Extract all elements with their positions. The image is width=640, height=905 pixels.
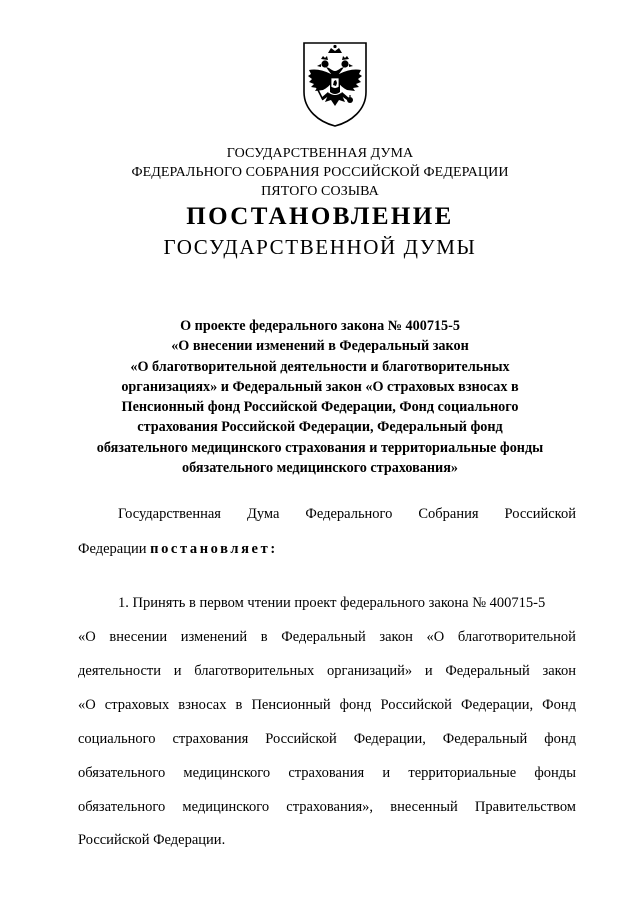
org-line-duma: ГОСУДАРСТВЕННАЯ ДУМА [226,146,414,161]
word: медицинского [183,765,271,781]
word: внесении [109,629,168,645]
title-line: «О внесении изменений в Федеральный закон [171,338,469,355]
word: Российской [265,731,337,747]
word: в [235,697,243,713]
org-line-convocation: ПЯТОГО СОЗЫВА [261,184,379,199]
word: социального [78,731,156,747]
word: обязательного [78,765,166,781]
word: обязательного [78,799,166,815]
preamble-line-2 [78,541,576,558]
word: страховых [104,697,170,713]
word: внесенный [390,799,458,815]
word: закон [379,629,413,645]
word: страхования [288,765,365,781]
item-line [78,662,576,680]
word: Федерации, [353,731,426,747]
title-line: страхования Российской Федерации, Федеральный фонд [137,419,503,436]
word: территориальные [408,765,517,781]
word: фонд [339,697,372,713]
word: «О [426,629,445,645]
document-issuer-heading: ГОСУДАРСТВЕННОЙ ДУМЫ [163,235,477,259]
word: медицинского [182,799,270,815]
preamble-word: Собрания [418,506,479,522]
document-type-heading: ПОСТАНОВЛЕНИЕ [186,203,454,230]
word: «О [78,697,96,713]
word: организаций» [327,663,413,679]
item-line [78,764,576,782]
word: Правительством [474,799,576,815]
word: Пенсионный [251,697,331,713]
word: и [424,663,433,679]
word: в [260,629,268,645]
preamble-word: Дума [246,506,280,522]
word: благотворительных [194,663,315,679]
word: фонды [534,765,576,781]
title-line: организациях» и Федеральный закон «О страховых взносах в [121,378,519,395]
word: фонд [544,731,576,747]
word: изменений [180,629,248,645]
title-line: О проекте федерального закона № 400715-5 [180,318,460,334]
word: закон [542,663,576,679]
resolution-title [60,316,580,478]
word: Фонд [542,697,576,713]
item-line: Российской Федерации. [78,832,226,848]
word: Федеральный [281,629,366,645]
word: взносах [178,697,227,713]
word: страхования [172,731,249,747]
word: благотворительной [457,629,576,645]
word: деятельности [78,663,162,679]
item-line [78,730,576,748]
title-line: Пенсионный фонд Российской Федерации, Фонд социального [121,399,519,416]
word: Федеральный [445,663,530,679]
word: Федерации, [461,697,534,713]
preamble-prefix: Федерации [78,541,147,557]
word: «О [78,629,96,645]
item-line [78,798,576,816]
word: страхования», [286,799,374,815]
item-line [78,628,576,646]
item-line: 1. Принять в первом чтении проект федерального закона № 400715-5 [118,595,546,611]
word: и [173,663,182,679]
preamble-line-1 [78,506,576,523]
preamble-decree-word: постановляет: [150,541,278,557]
word: и [382,765,391,781]
item-line [78,696,576,714]
preamble-word: Государственная [118,506,221,522]
title-line: обязательного медицинского страхования» [181,460,458,477]
preamble-word: Федерального [305,506,393,522]
org-line-federal-assembly: ФЕДЕРАЛЬНОГО СОБРАНИЯ РОССИЙСКОЙ ФЕДЕРАЦИИ [131,165,509,180]
title-line: «О благотворительной деятельности и благотворительных [130,358,510,375]
word: Федеральный [442,731,528,747]
coat-of-arms-icon [301,40,369,128]
preamble-word: Российской [504,506,576,522]
word: Российской [380,697,452,713]
title-line: обязательного медицинского страхования и территориальные фонды [96,439,544,456]
